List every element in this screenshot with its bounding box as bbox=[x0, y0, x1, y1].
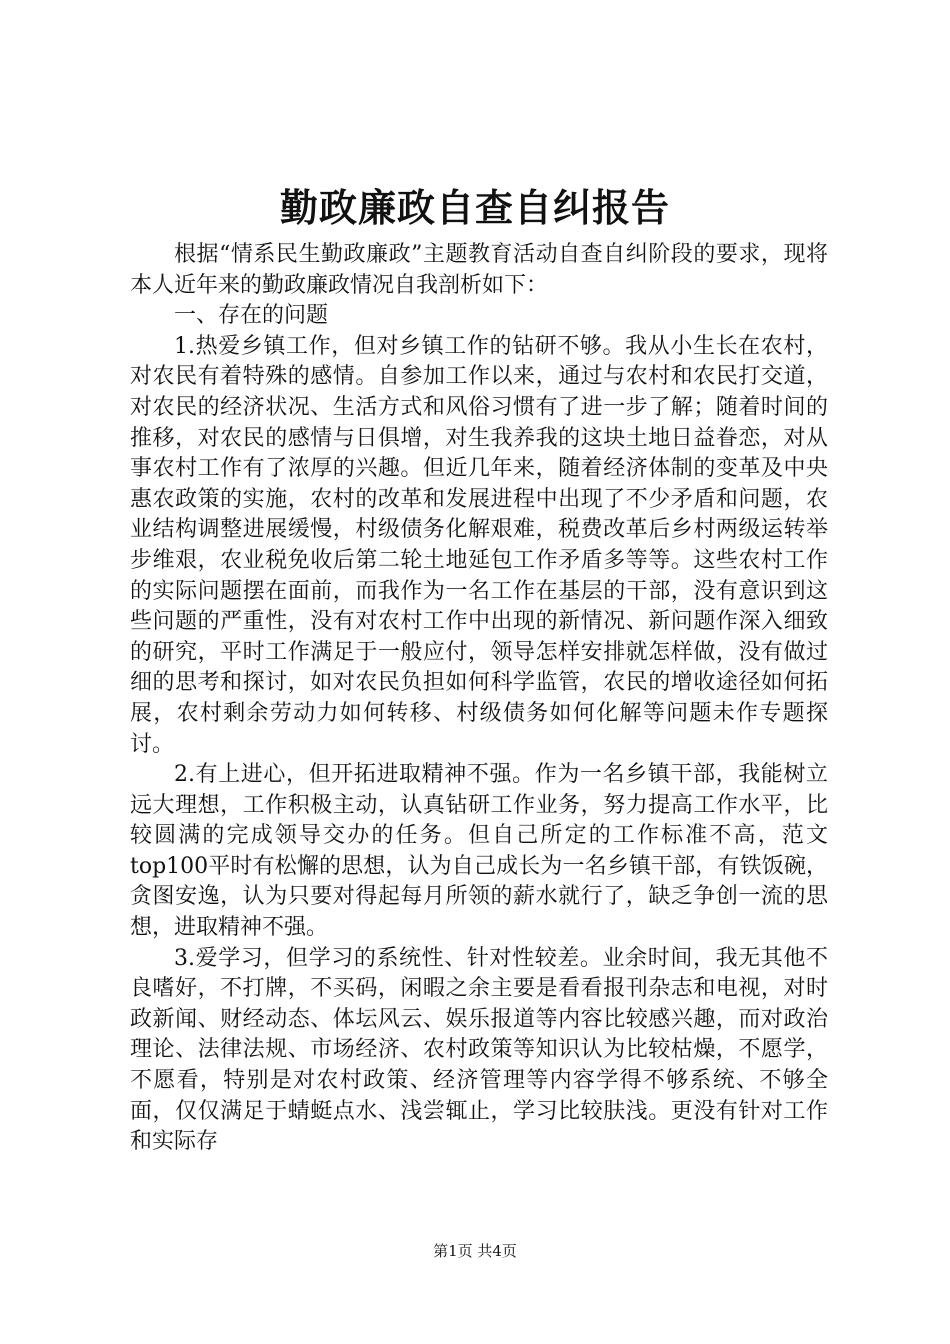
document-title: 勤政廉政自查自纠报告 bbox=[279, 185, 670, 230]
body-paragraph-2: 2.有上进心，但开拓进取精神不强。作为一名乡镇干部，我能树立远大理想，工作积极主动，认真钻研工作业务，努力提高工作水平，比较圆满的完成领导交办的任务。但自己所定的工作标准不高，范文top100平时有松懈的思想，认为自己成长为一名乡镇干部，有铁饭碗，贪图安逸，认为只要对得起每月所领的薪水就行了，缺乏争创一流的思想，进取精神不强。 bbox=[130, 762, 828, 941]
body-paragraph-3: 3.爱学习，但学习的系统性、针对性较差。业余时间，我无其他不良嗜好，不打牌，不买码，闲暇之余主要是看看报刊杂志和电视，对时政新闻、财经动态、体坛风云、娱乐报道等内容比较感兴趣，而对政治理论、法律法规、市场经济、农村政策等知识认为比较枯燥，不愿学，不愿看，特别是对农村政策、经济管理等内容学得不够系统、不够全面，仅仅满足于蜻蜓点水、浅尝辄止，学习比较肤浅。更没有针对工作和实际存 bbox=[130, 945, 828, 1155]
intro-paragraph: 根据“情系民生勤政廉政”主题教育活动自查自纠阶段的要求，现将本人近年来的勤政廉政情况自我剖析如下： bbox=[130, 242, 828, 298]
body-paragraph-1: 1.热爱乡镇工作，但对乡镇工作的钻研不够。我从小生长在农村，对农民有着特殊的感情。自参加工作以来，通过与农村和农民打交道，对农民的经济状况、生活方式和风俗习惯有了进一步了解；随着时间的推移，对农民的感情与日俱增，对生我养我的这块土地日益眷恋，对从事农村工作有了浓厚的兴趣。但近几年来，随着经济体制的变革及中央惠农政策的实施，农村的改革和发展进程中出现了不少矛盾和问题，农业结构调整进展缓慢，村级债务化解艰难，税费改革后乡村两级运转举步维艰，农业税免收后第二轮土地延包工作矛盾多等等。这些农村工作的实际问题摆在面前，而我作为一名工作在基层的干部，没有意识到这些问题的严重性，没有对农村工作中出现的新情况、新问题作深入细致的研究，平时工作满足于一般应付，领导怎样安排就怎样做，没有做过细的思考和探讨，如对农民负担如何科学监管，农民的增收途径如何拓展，农村剩余劳动力如何转移、村级债务如何化解等问题未作专题探讨。 bbox=[130, 333, 828, 757]
page-footer: 第1页 共4页 bbox=[433, 1242, 517, 1260]
document-body bbox=[130, 240, 828, 1158]
section-heading: 一、存在的问题 bbox=[174, 303, 329, 329]
